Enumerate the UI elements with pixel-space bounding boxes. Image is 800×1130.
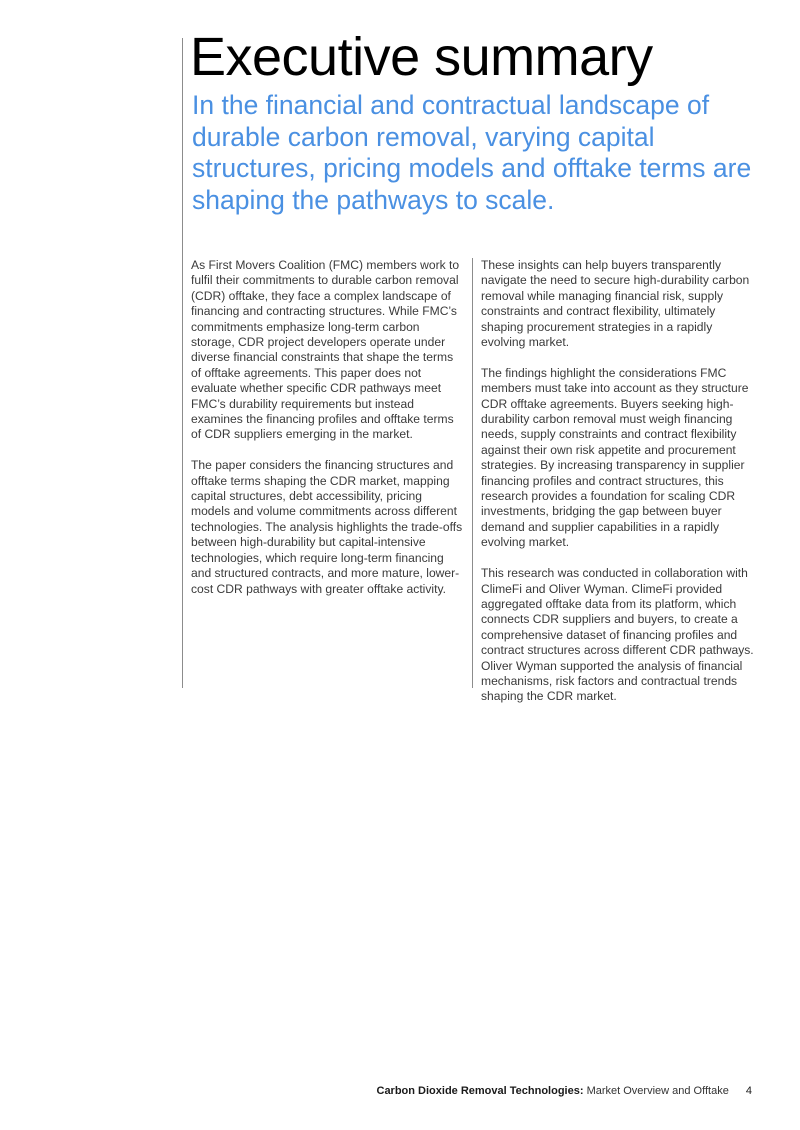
column-divider-rule <box>472 258 473 688</box>
page-subtitle: In the financial and contractual landscape of durable carbon removal, varying capital structures, pricing models and offtake terms are shaping the pathways to scale. <box>192 90 752 215</box>
left-text-column <box>191 258 463 612</box>
footer-report-title: Carbon Dioxide Removal Technologies: <box>376 1085 584 1097</box>
body-paragraph: These insights can help buyers transparently navigate the need to secure high-durability carbon removal while managing financial risk, supply constraints and contract flexibility, ultimately shaping procurement strategies in a rapidly evolving market. <box>481 258 750 350</box>
body-paragraph: The paper considers the financing structures and offtake terms shaping the CDR market, mapping capital structures, debt accessibility, pricing models and volume commitments across different technologies. The analysis highlights the trade-offs between high-durability but capital-intensive technologies, which require long-term financing and structured contracts, and more mature, lower-cost CDR pathways with greater offtake activity. <box>191 458 463 596</box>
footer-report-subtitle: Market Overview and Offtake <box>586 1085 729 1097</box>
page-number: 4 <box>745 1085 752 1097</box>
right-text-column <box>481 258 757 720</box>
page-footer <box>377 1085 753 1097</box>
body-paragraph: This research was conducted in collaboration with ClimeFi and Oliver Wyman. ClimeFi provided aggregated offtake data from its platform, which connects CDR suppliers and buyers, to create a comprehensive dataset of financing profiles and contract structures across different CDR pathways. Oliver Wyman supported the analysis of financial mechanisms, risk factors and contractual trends shaping the CDR market. <box>481 566 754 704</box>
body-paragraph: The findings highlight the considerations FMC members must take into account as they structure CDR offtake agreements. Buyers seeking high-durability carbon removal must weigh financing needs, supply constraints and contract flexibility against their own risk appetite and procurement strategies. By increasing transparency in supplier financing profiles and contract structures, this research provides a foundation for scaling CDR investments, bridging the gap between buyer demand and supplier capabilities in a rapidly evolving market. <box>481 365 749 550</box>
body-paragraph: As First Movers Coalition (FMC) members work to fulfil their commitments to durable carbon removal (CDR) offtake, they face a complex landscape of financing and contracting structures. While FMC’s commitments emphasize long-term carbon storage, CDR project developers operate under diverse financial constraints that shape the terms of offtake agreements. This paper does not evaluate whether specific CDR pathways meet FMC’s durability requirements but instead examines the financing profiles and offtake terms of CDR suppliers emerging in the market. <box>191 258 460 442</box>
page-title: Executive summary <box>190 27 653 87</box>
left-vertical-rule <box>182 38 183 688</box>
